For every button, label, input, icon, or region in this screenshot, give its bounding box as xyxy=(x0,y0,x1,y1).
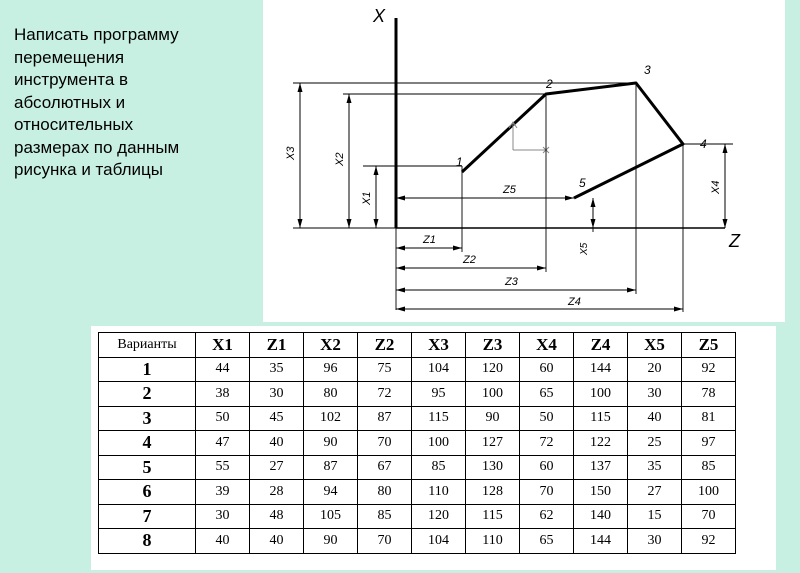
header-x4: X4 xyxy=(520,333,574,358)
table-row xyxy=(99,406,736,431)
value-cell: 30 xyxy=(628,529,682,554)
value-cell: 128 xyxy=(466,480,520,505)
table-row xyxy=(99,480,736,505)
dim-label-x1: X1 xyxy=(361,191,373,205)
value-cell: 67 xyxy=(358,455,412,480)
value-cell: 104 xyxy=(412,529,466,554)
value-cell: 104 xyxy=(412,357,466,382)
value-cell: 115 xyxy=(574,406,628,431)
dim-label-x5: X5 xyxy=(579,242,590,255)
value-cell: 70 xyxy=(358,529,412,554)
variant-number-cell: 4 xyxy=(99,431,196,456)
header-x1: X1 xyxy=(196,333,250,358)
local-axes-marker xyxy=(509,122,549,153)
value-cell: 100 xyxy=(574,382,628,407)
value-cell: 92 xyxy=(682,529,736,554)
horizontal-extension-lines xyxy=(293,83,733,228)
drawing-svg xyxy=(263,0,785,322)
value-cell: 27 xyxy=(250,455,304,480)
value-cell: 27 xyxy=(628,480,682,505)
value-cell: 39 xyxy=(196,480,250,505)
header-x5: X5 xyxy=(628,333,682,358)
value-cell: 150 xyxy=(574,480,628,505)
axis-x-label: X xyxy=(373,6,386,26)
point-label-3: 3 xyxy=(644,63,651,77)
tool-path xyxy=(462,83,683,198)
dim-label-x4: X4 xyxy=(710,180,722,194)
value-cell: 95 xyxy=(412,382,466,407)
variants-table xyxy=(98,332,736,554)
z-dimension-lines xyxy=(396,198,683,309)
header-z1: Z1 xyxy=(250,333,304,358)
value-cell: 85 xyxy=(412,455,466,480)
dim-label-z4: Z4 xyxy=(568,296,581,308)
value-cell: 45 xyxy=(250,406,304,431)
value-cell: 97 xyxy=(682,431,736,456)
value-cell: 130 xyxy=(466,455,520,480)
value-cell: 40 xyxy=(628,406,682,431)
value-cell: 81 xyxy=(682,406,736,431)
variant-number-cell: 6 xyxy=(99,480,196,505)
table-row xyxy=(99,357,736,382)
value-cell: 122 xyxy=(574,431,628,456)
z-dimension-arrows xyxy=(396,196,683,312)
variants-table-panel xyxy=(91,326,776,570)
variant-number-cell: 8 xyxy=(99,529,196,554)
value-cell: 120 xyxy=(466,357,520,382)
table-body xyxy=(99,357,736,553)
value-cell: 15 xyxy=(628,504,682,529)
variant-number-cell: 7 xyxy=(99,504,196,529)
value-cell: 60 xyxy=(520,357,574,382)
value-cell: 110 xyxy=(412,480,466,505)
value-cell: 90 xyxy=(304,529,358,554)
value-cell: 50 xyxy=(196,406,250,431)
value-cell: 87 xyxy=(358,406,412,431)
value-cell: 85 xyxy=(358,504,412,529)
variant-number-cell: 5 xyxy=(99,455,196,480)
value-cell: 115 xyxy=(412,406,466,431)
value-cell: 100 xyxy=(412,431,466,456)
value-cell: 70 xyxy=(520,480,574,505)
point-label-2: 2 xyxy=(546,77,553,91)
dim-label-x2: X2 xyxy=(334,152,346,166)
value-cell: 55 xyxy=(196,455,250,480)
point-label-4: 4 xyxy=(700,137,707,151)
value-cell: 144 xyxy=(574,529,628,554)
point-label-5: 5 xyxy=(579,176,586,190)
dim-label-z2: Z2 xyxy=(463,254,476,266)
axis-z-label: Z xyxy=(729,231,740,251)
header-x2: X2 xyxy=(304,333,358,358)
value-cell: 70 xyxy=(358,431,412,456)
header-x3: X3 xyxy=(412,333,466,358)
value-cell: 50 xyxy=(520,406,574,431)
table-row xyxy=(99,504,736,529)
variant-number-cell: 2 xyxy=(99,382,196,407)
table-row xyxy=(99,455,736,480)
value-cell: 38 xyxy=(196,382,250,407)
header-variants: Варианты xyxy=(99,333,196,358)
value-cell: 25 xyxy=(628,431,682,456)
value-cell: 65 xyxy=(520,529,574,554)
value-cell: 70 xyxy=(682,504,736,529)
dim-label-z3: Z3 xyxy=(505,276,518,288)
value-cell: 96 xyxy=(304,357,358,382)
value-cell: 137 xyxy=(574,455,628,480)
value-cell: 72 xyxy=(520,431,574,456)
dim-label-z1: Z1 xyxy=(423,234,436,246)
value-cell: 120 xyxy=(412,504,466,529)
table-row xyxy=(99,431,736,456)
table-row xyxy=(99,529,736,554)
value-cell: 75 xyxy=(358,357,412,382)
value-cell: 30 xyxy=(628,382,682,407)
value-cell: 30 xyxy=(250,382,304,407)
table-header-row xyxy=(99,333,736,358)
value-cell: 35 xyxy=(628,455,682,480)
value-cell: 140 xyxy=(574,504,628,529)
value-cell: 115 xyxy=(466,504,520,529)
value-cell: 110 xyxy=(466,529,520,554)
header-z3: Z3 xyxy=(466,333,520,358)
value-cell: 80 xyxy=(304,382,358,407)
point-label-1: 1 xyxy=(456,155,463,169)
value-cell: 127 xyxy=(466,431,520,456)
dim-label-z5: Z5 xyxy=(503,184,516,196)
value-cell: 20 xyxy=(628,357,682,382)
value-cell: 40 xyxy=(250,431,304,456)
value-cell: 40 xyxy=(250,529,304,554)
header-z4: Z4 xyxy=(574,333,628,358)
value-cell: 30 xyxy=(196,504,250,529)
header-z5: Z5 xyxy=(682,333,736,358)
value-cell: 85 xyxy=(682,455,736,480)
value-cell: 40 xyxy=(196,529,250,554)
value-cell: 90 xyxy=(304,431,358,456)
value-cell: 65 xyxy=(520,382,574,407)
value-cell: 90 xyxy=(466,406,520,431)
table-row xyxy=(99,382,736,407)
value-cell: 72 xyxy=(358,382,412,407)
tool-path-drawing xyxy=(263,0,785,322)
value-cell: 92 xyxy=(682,357,736,382)
header-z2: Z2 xyxy=(358,333,412,358)
value-cell: 48 xyxy=(250,504,304,529)
value-cell: 78 xyxy=(682,382,736,407)
dim-label-x3: X3 xyxy=(285,146,297,160)
value-cell: 80 xyxy=(358,480,412,505)
value-cell: 47 xyxy=(196,431,250,456)
value-cell: 60 xyxy=(520,455,574,480)
value-cell: 94 xyxy=(304,480,358,505)
value-cell: 62 xyxy=(520,504,574,529)
value-cell: 35 xyxy=(250,357,304,382)
value-cell: 44 xyxy=(196,357,250,382)
value-cell: 102 xyxy=(304,406,358,431)
value-cell: 100 xyxy=(466,382,520,407)
value-cell: 105 xyxy=(304,504,358,529)
variant-number-cell: 1 xyxy=(99,357,196,382)
value-cell: 100 xyxy=(682,480,736,505)
value-cell: 144 xyxy=(574,357,628,382)
task-description: Написать программу перемещения инструмента в абсолютных и относительных размерах по данным рисунка и таблицы xyxy=(14,25,180,179)
value-cell: 28 xyxy=(250,480,304,505)
value-cell: 87 xyxy=(304,455,358,480)
variant-number-cell: 3 xyxy=(99,406,196,431)
